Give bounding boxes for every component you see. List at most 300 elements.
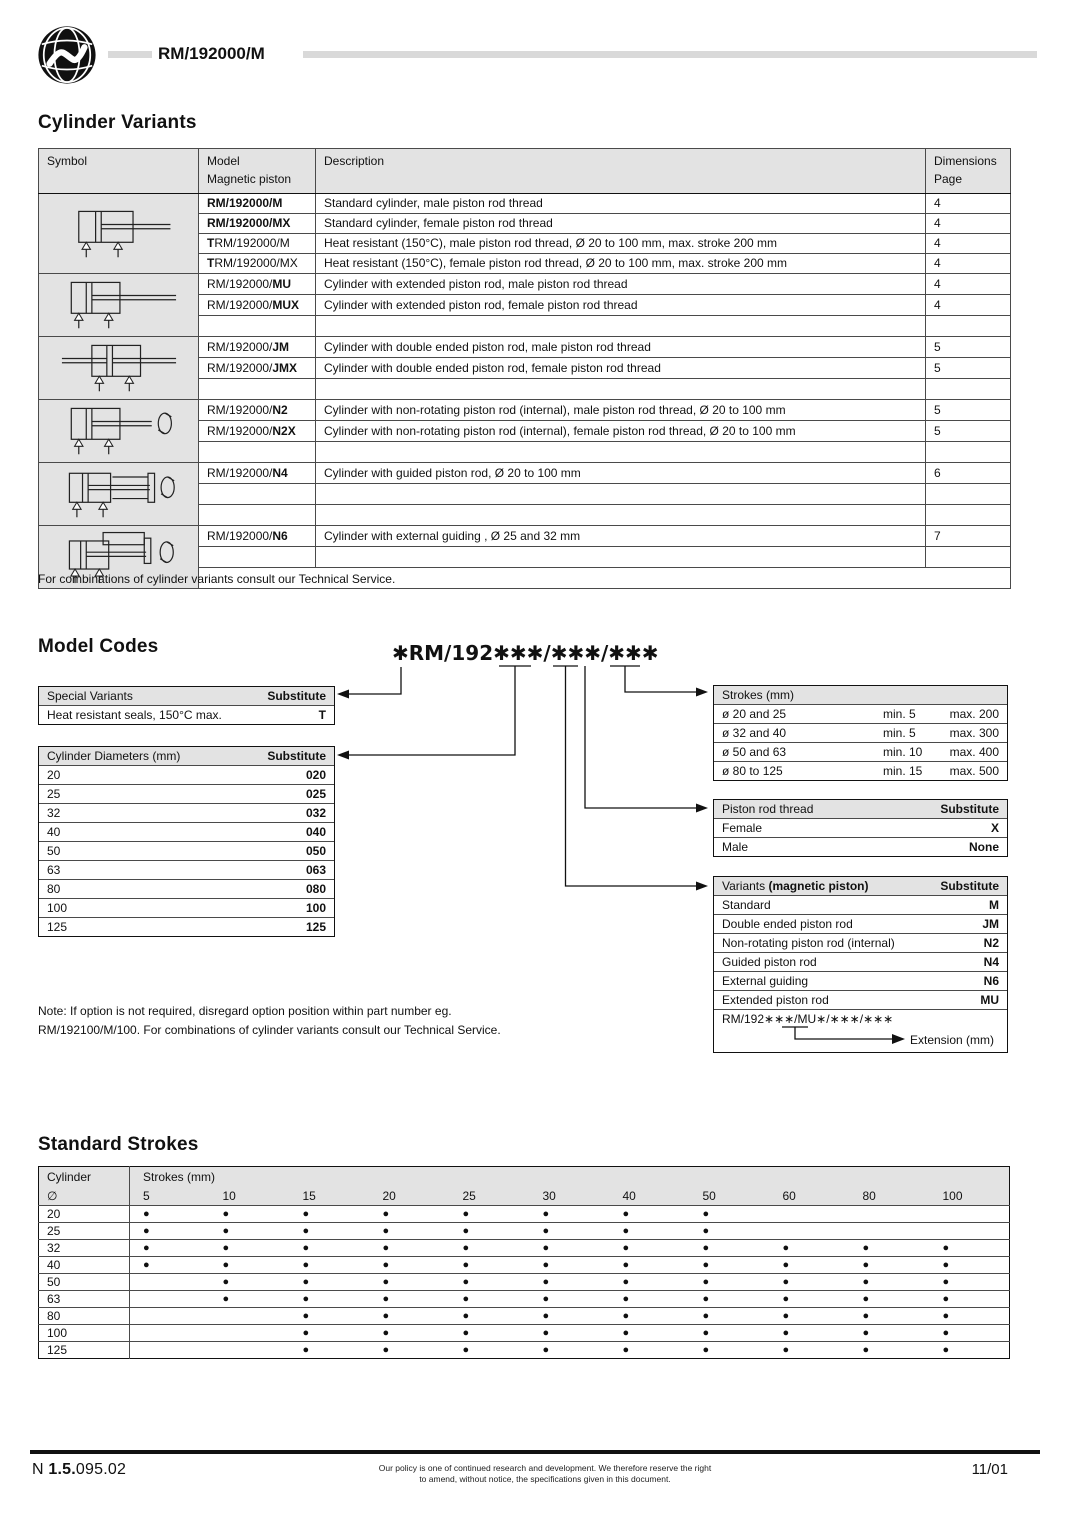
row-label: Male [722, 839, 749, 854]
stroke-dot: ● [210, 1274, 290, 1291]
model-cell [199, 274, 316, 295]
max-stroke-value: max. 300 [949, 725, 999, 740]
stroke-dot: ● [370, 1257, 450, 1274]
table-row [39, 898, 334, 917]
text-part: RM/192000/M [214, 236, 290, 250]
model-cell [199, 421, 316, 442]
substitute-value: 125 [305, 919, 326, 934]
stroke-dot: ● [770, 1240, 850, 1257]
row-label: Double ended piston rod [722, 916, 853, 931]
substitute-value: X [990, 820, 999, 835]
stroke-column-header: 10 [210, 1186, 290, 1206]
diameter-symbol: ∅ [39, 1186, 130, 1206]
stroke-dot: ● [290, 1308, 370, 1325]
row-label: 125 [47, 919, 68, 934]
stroke-dot: ● [770, 1291, 850, 1308]
text-part: RM/192000/ [207, 360, 273, 375]
stroke-dot: ● [370, 1274, 450, 1291]
substitute-value: 020 [305, 767, 326, 782]
variants-footnote: For combinations of cylinder variants consult our Technical Service. [38, 572, 396, 586]
table-row [714, 933, 1007, 952]
description-cell: Cylinder with extended piston rod, female piston rod thread [316, 295, 926, 316]
stroke-dot: ● [690, 1206, 770, 1223]
stroke-column-header: 50 [690, 1186, 770, 1206]
row-label: ø 50 and 63 [722, 744, 787, 759]
table-row [39, 400, 1011, 421]
page-cell: 5 [926, 358, 1011, 379]
stroke-dot: ● [930, 1325, 1010, 1342]
table-row [39, 1223, 1010, 1240]
text-part: RM/192000/ [207, 528, 273, 543]
description-cell: Cylinder with double ended piston rod, female piston rod thread [316, 358, 926, 379]
substitute-value: 100 [305, 900, 326, 915]
table-row [714, 742, 1007, 761]
table-row [39, 917, 334, 936]
stroke-dot: ● [930, 1240, 1010, 1257]
stroke-empty-cell [130, 1308, 210, 1325]
document-number [32, 1461, 126, 1479]
model-cell [199, 214, 316, 234]
stroke-dot: ● [210, 1240, 290, 1257]
special-variants-table [38, 686, 335, 725]
model-cell [199, 316, 316, 337]
strokes-table [713, 685, 1008, 781]
standard-cylinder-symbol [39, 194, 199, 274]
text-part: MU [272, 276, 292, 291]
model-cell [199, 379, 316, 400]
column-header-symbol: Symbol [39, 149, 199, 194]
stroke-empty-cell [210, 1308, 290, 1325]
page-cell: 4 [926, 295, 1011, 316]
text-part: 1.5. [48, 1461, 76, 1478]
table-row [39, 1342, 1010, 1359]
text-part: RM/192000/ [207, 465, 273, 480]
cylinder-diameter-cell: 20 [39, 1206, 130, 1223]
table-row [714, 914, 1007, 933]
note-line: RM/192100/M/100. For combinations of cylinder variants consult our Technical Service. [38, 1023, 501, 1037]
section-heading-standard-strokes: Standard Strokes [38, 1134, 199, 1155]
table-row [39, 194, 1011, 214]
min-stroke-value: min. 10 [883, 744, 923, 759]
table-row [39, 526, 1011, 547]
max-stroke-value: max. 500 [949, 763, 999, 778]
stroke-empty-cell [210, 1325, 290, 1342]
model-codes-note [38, 1002, 501, 1040]
stroke-dot: ● [450, 1325, 530, 1342]
stroke-dot: ● [450, 1274, 530, 1291]
mu-formula: RM/192∗∗∗/MU∗/∗∗∗/∗∗∗ [722, 1012, 894, 1026]
stroke-dot: ● [210, 1223, 290, 1240]
table-row [39, 1274, 1010, 1291]
description-cell [316, 547, 926, 568]
cylinder-diameters-table [38, 746, 335, 937]
stroke-column-header: 15 [290, 1186, 370, 1206]
table-row [714, 818, 1007, 837]
stroke-dot: ● [370, 1206, 450, 1223]
model-cell [199, 358, 316, 379]
stroke-empty-cell [770, 1206, 850, 1223]
stroke-dot: ● [290, 1223, 370, 1240]
stroke-dot: ● [290, 1206, 370, 1223]
text-part: N2X [272, 423, 296, 438]
stroke-dot: ● [850, 1325, 930, 1342]
min-stroke-value: min. 5 [883, 725, 916, 740]
stroke-dot: ● [370, 1308, 450, 1325]
table-row [714, 952, 1007, 971]
row-label: Standard [722, 897, 771, 912]
page-cell: 5 [926, 337, 1011, 358]
row-label: ø 80 to 125 [722, 763, 783, 778]
piston-rod-thread-table [713, 799, 1008, 857]
norgren-logo [36, 24, 98, 86]
section-heading-cylinder-variants: Cylinder Variants [38, 112, 197, 133]
max-stroke-value: max. 400 [949, 744, 999, 759]
stroke-dot: ● [610, 1325, 690, 1342]
stroke-column-header: 20 [370, 1186, 450, 1206]
table-row [39, 337, 1011, 358]
stroke-dot: ● [450, 1308, 530, 1325]
text-part: MUX [272, 297, 300, 312]
cylinder-diameter-cell: 40 [39, 1257, 130, 1274]
double-ended-piston-rod-symbol [39, 337, 199, 400]
table-row [39, 879, 334, 898]
text-part: RM/192000/ [207, 339, 273, 354]
table-row [714, 837, 1007, 856]
max-stroke-value: max. 200 [949, 706, 999, 721]
stroke-dot: ● [770, 1257, 850, 1274]
stroke-dot: ● [850, 1308, 930, 1325]
stroke-dot: ● [290, 1325, 370, 1342]
substitute-value: 025 [305, 786, 326, 801]
table-row [39, 765, 334, 784]
stroke-dot: ● [530, 1291, 610, 1308]
row-label: 25 [47, 786, 61, 801]
text-part: N4 [272, 465, 288, 480]
description-cell: Cylinder with extended piston rod, male piston rod thread [316, 274, 926, 295]
column-header-dimensions: Dimensions Page [926, 149, 1011, 194]
text-part: N2 [272, 402, 288, 417]
stroke-column-header: 40 [610, 1186, 690, 1206]
model-cell [199, 547, 316, 568]
text-part: RM/192000/ [207, 297, 273, 312]
page-cell: 4 [926, 274, 1011, 295]
stroke-dot: ● [850, 1342, 930, 1359]
cylinder-diameter-cell: 100 [39, 1325, 130, 1342]
header-label: Cylinder Diameters (mm) [47, 748, 181, 763]
table-header-row [714, 877, 1007, 895]
table-header-row [39, 687, 334, 705]
table-row [39, 841, 334, 860]
text-part: JMX [272, 360, 298, 375]
table-row [39, 1240, 1010, 1257]
substitute-value: 040 [305, 824, 326, 839]
text-part: RM/192000/MX [214, 256, 298, 270]
stroke-dot: ● [690, 1257, 770, 1274]
row-label: 40 [47, 824, 61, 839]
stroke-dot: ● [610, 1291, 690, 1308]
stroke-dot: ● [450, 1240, 530, 1257]
text-part: JM [272, 339, 290, 354]
description-cell [316, 505, 926, 526]
substitute-value: M [989, 897, 999, 912]
header-rule-left [108, 51, 152, 58]
stroke-dot: ● [690, 1274, 770, 1291]
text-part: RM/192000/ [207, 276, 273, 291]
stroke-dot: ● [690, 1240, 770, 1257]
stroke-dot: ● [610, 1223, 690, 1240]
stroke-dot: ● [130, 1223, 210, 1240]
row-label: Female [722, 820, 763, 835]
description-cell [316, 379, 926, 400]
stroke-dot: ● [530, 1325, 610, 1342]
stroke-dot: ● [530, 1257, 610, 1274]
header-label [722, 879, 940, 894]
section-heading-model-codes: Model Codes [38, 636, 159, 657]
text-part: 095.02 [75, 1461, 127, 1478]
stroke-empty-cell [130, 1274, 210, 1291]
table-header-row [39, 1167, 1010, 1187]
row-label: Guided piston rod [722, 954, 817, 969]
stroke-empty-cell [130, 1325, 210, 1342]
text-part: T [207, 236, 215, 250]
stroke-dot: ● [450, 1291, 530, 1308]
page-cell: 5 [926, 400, 1011, 421]
substitute-value: 080 [305, 881, 326, 896]
stroke-dot: ● [290, 1342, 370, 1359]
stroke-dot: ● [290, 1291, 370, 1308]
description-cell: Cylinder with non-rotating piston rod (internal), male piston rod thread, Ø 20 to 100 mm [316, 400, 926, 421]
page-cell: 4 [926, 234, 1011, 254]
table-row [714, 704, 1007, 723]
model-cell [199, 234, 316, 254]
row-label: 63 [47, 862, 61, 877]
cylinder-diameter-cell: 32 [39, 1240, 130, 1257]
cylinder-variants-table [38, 148, 1011, 589]
stroke-dot: ● [610, 1342, 690, 1359]
policy-text [310, 1463, 780, 1485]
text-part: RM/192000/M [207, 196, 283, 210]
page-cell [926, 442, 1011, 463]
table-row [714, 990, 1007, 1009]
substitute-value: None [969, 839, 999, 854]
page-cell: 4 [926, 214, 1011, 234]
stroke-dot: ● [770, 1274, 850, 1291]
guided-piston-rod-symbol [39, 463, 199, 526]
substitute-value: JM [982, 916, 999, 931]
stroke-dot: ● [690, 1308, 770, 1325]
policy-line: Our policy is one of continued research and development. We therefore reserve the right [378, 1463, 712, 1473]
stroke-empty-cell [850, 1206, 930, 1223]
text-part: N6 [272, 528, 288, 543]
table-row [39, 803, 334, 822]
model-cell [199, 484, 316, 505]
stroke-dot: ● [610, 1206, 690, 1223]
stroke-dot: ● [210, 1291, 290, 1308]
stroke-dot: ● [290, 1240, 370, 1257]
description-cell: Heat resistant (150°C), male piston rod thread, Ø 20 to 100 mm, max. stroke 200 mm [316, 234, 926, 254]
substitute-value: N4 [983, 954, 999, 969]
stroke-dot: ● [130, 1206, 210, 1223]
page-cell [926, 484, 1011, 505]
table-header-row [39, 747, 334, 765]
table-row [39, 1291, 1010, 1308]
stroke-dot: ● [130, 1257, 210, 1274]
stroke-dot: ● [210, 1206, 290, 1223]
page-title: RM/192000/M [158, 44, 265, 63]
stroke-dot: ● [370, 1342, 450, 1359]
description-cell: Cylinder with guided piston rod, Ø 20 to 100 mm [316, 463, 926, 484]
description-cell [316, 316, 926, 337]
table-row [39, 860, 334, 879]
stroke-dot: ● [530, 1206, 610, 1223]
table-row [714, 895, 1007, 914]
extension-label: Extension (mm) [910, 1033, 995, 1047]
table-header-row [714, 800, 1007, 818]
model-cell [199, 463, 316, 484]
page-cell: 7 [926, 526, 1011, 547]
stroke-dot: ● [370, 1223, 450, 1240]
table-header-row [39, 1186, 1010, 1206]
stroke-dot: ● [530, 1240, 610, 1257]
text-part: (magnetic piston) [768, 878, 869, 893]
stroke-dot: ● [370, 1291, 450, 1308]
cylinder-diameter-cell: 25 [39, 1223, 130, 1240]
substitute-value: T [318, 707, 326, 722]
description-cell: Standard cylinder, female piston rod thread [316, 214, 926, 234]
stroke-dot: ● [450, 1206, 530, 1223]
page-cell: 4 [926, 194, 1011, 214]
non-rotating-piston-rod-symbol [39, 400, 199, 463]
table-row [39, 822, 334, 841]
text-part: N [32, 1461, 49, 1478]
note-line: Note: If option is not required, disregard option position within part number eg. [38, 1004, 452, 1018]
stroke-dot: ● [930, 1274, 1010, 1291]
stroke-dot: ● [450, 1257, 530, 1274]
stroke-dot: ● [610, 1308, 690, 1325]
table-row [39, 1308, 1010, 1325]
substitute-value: MU [980, 992, 999, 1007]
table-row [714, 761, 1007, 780]
text-part: T [207, 256, 215, 270]
stroke-column-header: 80 [850, 1186, 930, 1206]
stroke-dot: ● [530, 1223, 610, 1240]
stroke-dot: ● [610, 1257, 690, 1274]
stroke-dot: ● [770, 1342, 850, 1359]
stroke-dot: ● [370, 1240, 450, 1257]
stroke-dot: ● [370, 1325, 450, 1342]
row-label: Extended piston rod [722, 992, 829, 1007]
min-stroke-value: min. 5 [883, 706, 916, 721]
stroke-dot: ● [130, 1240, 210, 1257]
text-part: Variants [722, 878, 769, 893]
stroke-column-header: 60 [770, 1186, 850, 1206]
stroke-dot: ● [530, 1274, 610, 1291]
stroke-dot: ● [610, 1240, 690, 1257]
description-cell: Cylinder with non-rotating piston rod (internal), female piston rod thread, Ø 20 to 100 mm [316, 421, 926, 442]
header-substitute-label: Substitute [940, 878, 999, 893]
row-label: 50 [47, 843, 61, 858]
row-label: ø 20 and 25 [722, 706, 787, 721]
header-substitute-label: Substitute [267, 688, 326, 703]
header-substitute-label: Substitute [267, 748, 326, 763]
text-part: RM/192000/MX [207, 216, 291, 230]
text-part: RM/192000/ [207, 402, 273, 417]
stroke-empty-cell [930, 1223, 1010, 1240]
page-cell [926, 379, 1011, 400]
description-cell: Heat resistant (150°C), female piston rod thread, Ø 20 to 100 mm, max. stroke 200 mm [316, 254, 926, 274]
variants-magnetic-piston-table [713, 876, 1008, 1053]
row-label: 20 [47, 767, 61, 782]
stroke-dot: ● [690, 1342, 770, 1359]
column-header-model: Model Magnetic piston [199, 149, 316, 194]
page-cell [926, 316, 1011, 337]
model-cell [199, 254, 316, 274]
header-label: Piston rod thread [722, 801, 814, 816]
header-label: Special Variants [47, 688, 133, 703]
stroke-dot: ● [690, 1291, 770, 1308]
model-cell [199, 337, 316, 358]
table-row [39, 1325, 1010, 1342]
model-cell [199, 295, 316, 316]
description-cell [316, 484, 926, 505]
row-label: Heat resistant seals, 150°C max. [47, 707, 222, 722]
page-cell: 5 [926, 421, 1011, 442]
header-label: Strokes (mm) [722, 687, 794, 702]
page-cell: 4 [926, 254, 1011, 274]
stroke-column-header: 5 [130, 1186, 210, 1206]
stroke-dot: ● [290, 1257, 370, 1274]
stroke-dot: ● [770, 1325, 850, 1342]
cylinder-diameter-cell: 80 [39, 1308, 130, 1325]
min-stroke-value: min. 15 [883, 763, 923, 778]
row-label: Non-rotating piston rod (internal) [722, 935, 895, 950]
stroke-dot: ● [610, 1274, 690, 1291]
page-cell [926, 505, 1011, 526]
table-row [714, 971, 1007, 990]
issue-date: 11/01 [971, 1461, 1008, 1478]
stroke-dot: ● [930, 1308, 1010, 1325]
row-label: External guiding [722, 973, 809, 988]
stroke-empty-cell [130, 1291, 210, 1308]
stroke-dot: ● [690, 1223, 770, 1240]
substitute-value: N2 [983, 935, 999, 950]
stroke-dot: ● [450, 1342, 530, 1359]
header-substitute-label: Substitute [940, 801, 999, 816]
standard-strokes-table [38, 1166, 1010, 1359]
header-rule-right [303, 51, 1037, 58]
substitute-value: 063 [305, 862, 326, 877]
stroke-dot: ● [290, 1274, 370, 1291]
stroke-column-header: 30 [530, 1186, 610, 1206]
model-cell [199, 526, 316, 547]
model-cell [199, 400, 316, 421]
column-header-strokes: Strokes (mm) [130, 1167, 1010, 1187]
table-row [39, 463, 1011, 484]
model-code: ✱RM/192✱✱✱/✱✱✱/✱✱✱ [392, 641, 659, 665]
column-header-cylinder: Cylinder [39, 1167, 130, 1187]
page-cell: 6 [926, 463, 1011, 484]
stroke-empty-cell [130, 1342, 210, 1359]
table-row [39, 1257, 1010, 1274]
table-row [39, 274, 1011, 295]
stroke-dot: ● [210, 1257, 290, 1274]
substitute-value: N6 [983, 973, 999, 988]
stroke-dot: ● [450, 1223, 530, 1240]
stroke-dot: ● [850, 1291, 930, 1308]
cylinder-diameter-cell: 50 [39, 1274, 130, 1291]
model-cell [199, 505, 316, 526]
stroke-dot: ● [530, 1308, 610, 1325]
